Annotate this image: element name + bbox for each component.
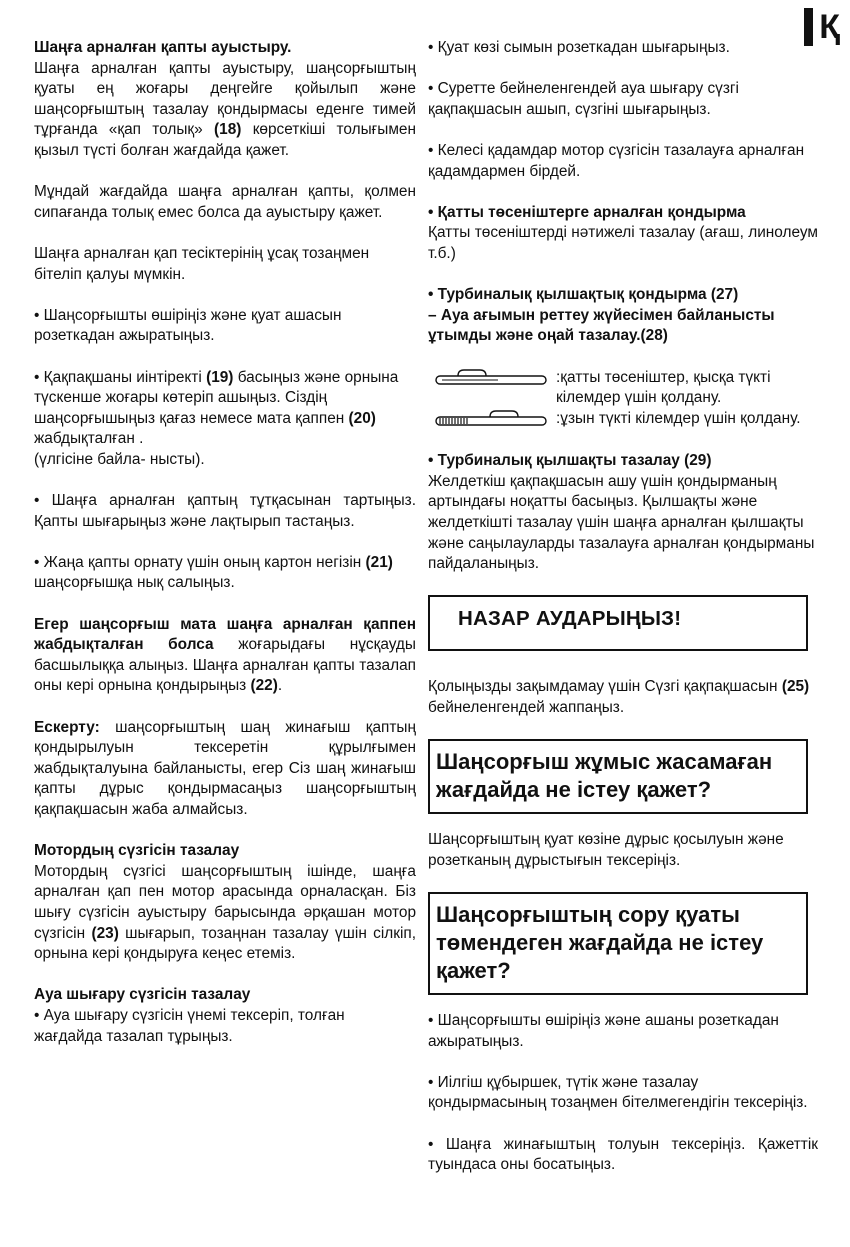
ref-20: (20) bbox=[348, 409, 376, 427]
step-open-lid-text: • Қақпақшаны иінтіректі bbox=[34, 368, 202, 386]
turbo-clean-title: • Турбиналық қылшақты тазалау (29) bbox=[428, 452, 712, 470]
brush-setting-long bbox=[428, 409, 818, 431]
ref-28: (28) bbox=[640, 327, 668, 345]
ref-22: (22) bbox=[250, 677, 278, 695]
step-open-lid bbox=[34, 368, 416, 471]
low-suction-step-3: • Шаңға жинағыштың толуын тексеріңіз. Қажеттік туындаса оны босатыңыз. bbox=[428, 1135, 818, 1174]
ref-21: (21) bbox=[365, 553, 393, 571]
motor-filter-section bbox=[34, 841, 416, 965]
cloth-bag-text: жоғарыдағы нұсқауды басшылыққа алыңыз. Шаңға арналған қапты тазалап оны кері орнына қондырыңыз bbox=[34, 636, 416, 695]
exhaust-filter-title: Ауа шығару сүзгісін тазалау bbox=[34, 986, 251, 1004]
ref-23: (23) bbox=[91, 924, 119, 942]
replace-bag-text: Шаңға арналған қапты ауыстыру, шаңсорғыштың қуаты ең жоғары деңгейге қойылып және шаңсорғыштың тазалау қондырмасы еденге тимей тұрғанда «қап толық» bbox=[34, 59, 416, 139]
not-working-text: Шаңсорғыштың қуат көзіне дұрыс қосылуын және розетканың дұрыстығын тексеріңіз. bbox=[428, 831, 784, 869]
brush-short-text: :қатты төсеніштер, қысқа түкті кілемдер үшін қолдану. bbox=[556, 368, 771, 407]
brush-long-text: :ұзын түкті кілемдер үшін қолдану. bbox=[556, 409, 801, 427]
exhaust-filter-section bbox=[34, 985, 416, 1047]
turbo-clean-section bbox=[428, 451, 818, 575]
low-suction-step-2: • Иілгіш құбыршек, түтік және тазалау қондырмасының тозаңмен бітелмегендігін тексеріңіз. bbox=[428, 1073, 808, 1112]
step-pull-cord: • Қуат көзі сымын розеткадан шығарыңыз. bbox=[428, 39, 730, 56]
hard-floor-text: Қатты төсеніштерді нәтижелі тазалау (ағаш, линолеум т.б.) bbox=[428, 224, 818, 262]
attention-text-a: Қолыңызды зақымдамау үшін Сүзгі қақпақшасын bbox=[428, 678, 778, 696]
brush-setting-short bbox=[428, 368, 818, 409]
replace-bag-text-b: көрсеткіші толығымен қызыл түсті болған жағдайда қажет. bbox=[34, 121, 416, 159]
replace-bag-p3: Шаңға арналған қап тесіктерінің ұсақ тозаңмен бітеліп қалуы мүмкін. bbox=[34, 244, 370, 283]
attention-text bbox=[428, 677, 818, 718]
language-letter: Қ bbox=[819, 8, 840, 46]
step-open-filter-cover: • Суретте бейнеленгендей ауа шығару сүзгі қақпақшасын ашып, сүзгіні шығарыңыз. bbox=[428, 80, 739, 118]
replace-bag-title: Шаңға арналған қапты ауыстыру. bbox=[34, 39, 292, 56]
low-suction-step-1: • Шаңсорғышты өшіріңіз және ашаны розеткадан ажыратыңыз. bbox=[428, 1012, 779, 1050]
right-column bbox=[428, 38, 818, 1196]
motor-filter-text bbox=[34, 862, 416, 965]
step-insert-bag-text-b: шаңсорғышқа нық салыңыз. bbox=[34, 574, 235, 592]
step-insert-bag bbox=[34, 553, 416, 594]
note-label: Ескерту: bbox=[34, 718, 100, 736]
step-open-lid-text-b: басыңыз және орнына түскенше жоғары көтеріп ашыңыз. Сіздің шаңсорғышыңыз қағаз немесе мата қаппен bbox=[34, 368, 399, 427]
turbo-brush-text-a: – Ауа ағымын реттеу жүйесімен байланысты ұтымды және оңай тазалау. bbox=[428, 306, 775, 345]
question-box-low-suction: Шаңсорғыштың сору қуаты төмендеген жағдайда не істеу қажет? bbox=[428, 892, 808, 995]
motor-filter-title: Мотордың сүзгісін тазалау bbox=[34, 842, 240, 860]
ref-25: (25) bbox=[781, 678, 810, 696]
step-same-as-motor: • Келесі қадамдар мотор сүзгісін тазалауға арналған қадамдармен бірдей. bbox=[428, 141, 805, 180]
turbo-brush-section bbox=[428, 285, 818, 347]
slider-long-pile-icon bbox=[428, 409, 556, 431]
ref-18: (18) bbox=[214, 121, 242, 139]
brush-setting-list bbox=[428, 368, 818, 431]
step-insert-bag-text: • Жаңа қапты орнату үшін оның картон негізін bbox=[34, 553, 362, 571]
ref-19: (19) bbox=[206, 368, 234, 386]
turbo-clean-text: Желдеткіш қақпақшасын ашу үшін қондырманың артындағы ноқатты басыңыз. Қылшақты және желдеткішті тазалау үшін шаңға арналған қылшақты және саңылауларды тазалауға арналған қондырманы пайдаланыңыз. bbox=[428, 472, 815, 573]
replace-bag-paragraph bbox=[34, 59, 416, 162]
turbo-brush-text bbox=[428, 306, 818, 347]
cloth-bag-bold: Егер шаңсорғыш мата шаңға арналған қаппен жабдықталған болса bbox=[34, 615, 416, 654]
note-text: шаңсорғыштың шаң жинағыш қаптың қондырылуын тексеретін құрылғымен жабдықталуына байланысты, егер Сіз шаң жинағыш қапты дұрыс қондырмасаңыз шаңсорғыштың қақпақшасын жаба алмайсыз. bbox=[34, 718, 416, 818]
cloth-bag-paragraph: Егер шаңсорғыш мата шаңға арналған қаппен жабдықталған болса жоғарыдағы нұсқауды басшылыққа алыңыз. Шаңға арналған қапты тазалап оны кері орнына қондырыңыз (22). bbox=[34, 615, 416, 695]
exhaust-filter-text: • Ауа шығару сүзгісін үнемі тексеріп, толған жағдайда тазалап тұрыңыз. bbox=[34, 1006, 345, 1045]
hard-floor-section bbox=[428, 203, 818, 265]
question-box-not-working: Шаңсорғыш жұмыс жасамаған жағдайда не істеу қажет? bbox=[428, 739, 808, 814]
replace-bag-section bbox=[34, 38, 416, 162]
hard-floor-title: • Қатты төсеніштерге арналған қондырма bbox=[428, 203, 746, 221]
left-column bbox=[34, 38, 416, 1068]
turbo-brush-title: • Турбиналық қылшақтық қондырма (27) bbox=[428, 286, 739, 304]
note-paragraph bbox=[34, 718, 416, 821]
attention-box: НАЗАР АУДАРЫҢЫЗ! bbox=[428, 595, 808, 651]
step-unplug: • Шаңсорғышты өшіріңіз және қуат ашасын розеткадан ажыратыңыз. bbox=[34, 306, 342, 345]
attention-text-b: бейнеленгендей жаппаңыз. bbox=[428, 699, 625, 717]
step-open-lid-text-c: жабдықталған . bbox=[34, 430, 144, 448]
replace-bag-p2: Мұндай жағдайда шаңға арналған қапты, қолмен сипағанда толық емес болса да ауыстыру қажет. bbox=[34, 183, 416, 221]
slider-short-pile-icon bbox=[428, 368, 556, 390]
motor-filter-text-b: шығарып, тозаңнан тазалау үшін сілкіп, орнына кері қондыруға кеңес етеміз. bbox=[34, 924, 417, 963]
step-open-lid-model-note: (үлгісіне байла- нысты). bbox=[34, 450, 205, 468]
motor-filter-text-a: Мотордың сүзгісі шаңсорғыштың ішінде, шаңға арналған қап пен мотор арасында орналасқан. Біз шығу сүзгісін ауыстыру барысында әрқашан мотор сүзгісін bbox=[34, 862, 416, 942]
step-remove-bag: • Шаңға арналған қаптың тұтқасынан тартыңыз. Қапты шығарыңыз және лақтырып тастаңыз. bbox=[34, 492, 416, 530]
